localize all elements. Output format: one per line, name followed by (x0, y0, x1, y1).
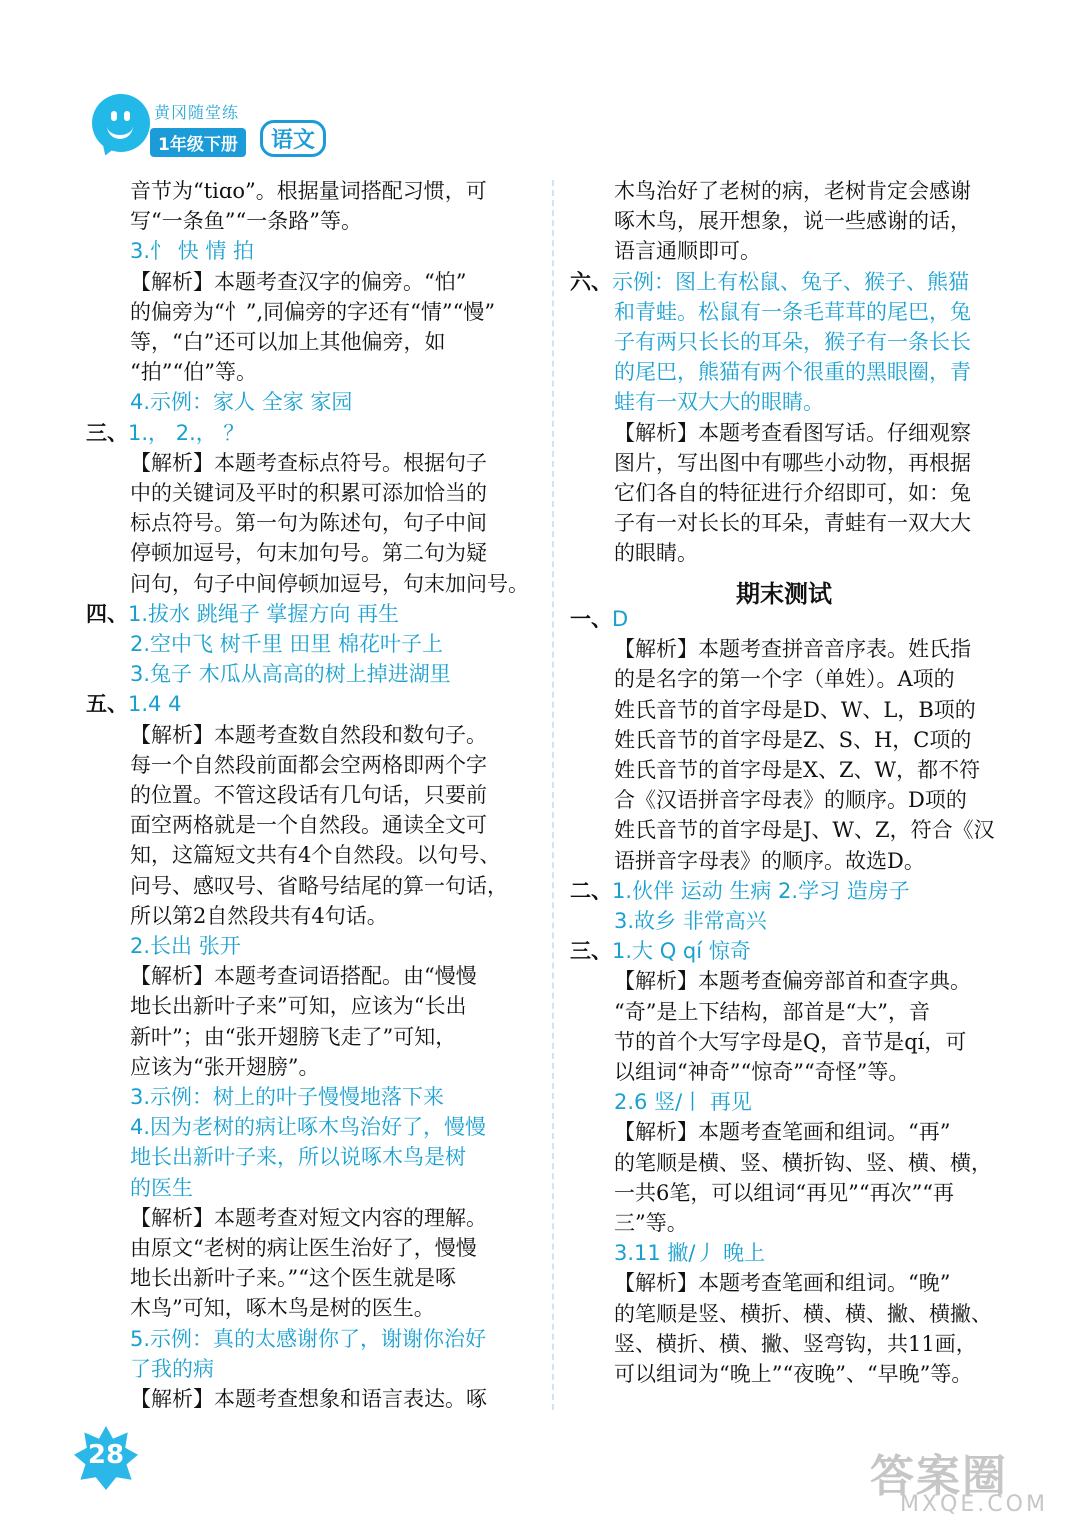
text-line (614, 387, 824, 417)
text-line (614, 725, 971, 755)
text-line (130, 1263, 456, 1293)
explanation-text: 等，“白”还可以加上其他偏旁，如 (130, 330, 446, 354)
explanation-text: 【解析】本题考查汉字的偏旁。“怕” (130, 269, 467, 294)
answer-text: 的尾巴，熊猫有两个很重的黑眼圈，青 (614, 360, 971, 385)
explanation-text: “拍”“伯”等。 (130, 360, 257, 385)
text-line (130, 991, 466, 1021)
explanation-text: 音节为“tiɑo”。根据量词搭配习惯，可 (130, 179, 487, 203)
explanation-text: 语拼音字母表》的顺序。故选D。 (614, 848, 925, 873)
explanation-text: 【解析】本题考查词语搭配。由“慢慢 (130, 964, 477, 989)
explanation-text: 【解析】本题考查标点符号。根据句子 (130, 450, 487, 475)
text-line (614, 478, 971, 508)
explanation-text: 的笔顺是竖、横折、横、横、撇、横撇、 (614, 1301, 992, 1326)
text-line (614, 357, 971, 387)
question-number: 六、 (570, 268, 612, 294)
text-line (614, 634, 971, 664)
explanation-text: “奇”是上下结构，部首是“大”，音 (614, 999, 930, 1024)
answer-text: 子有两只长长的耳朵，猴子有一条长长 (614, 330, 971, 354)
answer-text: D (612, 607, 629, 631)
text-line (130, 236, 254, 266)
answer-text: 3.示例：树上的叶子慢慢地落下来 (130, 1085, 445, 1109)
explanation-text: 【解析】本题考查笔画和组词。“再” (614, 1120, 951, 1145)
text-line (130, 1022, 456, 1052)
text-line (614, 297, 971, 327)
explanation-text: 的是名字的第一个字（单姓）。A项的 (614, 667, 955, 692)
text-line (130, 1384, 487, 1414)
explanation-text: 每一个自然段前面都会空两格即两个字 (130, 752, 487, 777)
grade-label: 1年级下册 (150, 128, 246, 157)
text-line (614, 1329, 977, 1359)
explanation-text: 的眼睛。 (614, 541, 698, 566)
text-line (570, 876, 910, 906)
explanation-text: 知，这篇短文共有4个自然段。以句号、 (130, 843, 501, 868)
explanation-text: 一共6笔，可以组词“再见”“再次”“再 (614, 1180, 955, 1205)
answer-text: 3.兔子 木瓜从高高的树上掉进湖里 (130, 662, 451, 687)
explanation-text: 的偏旁为“忄”,同偏旁的字还有“情”“慢” (130, 299, 496, 324)
text-line (614, 418, 971, 448)
explanation-text: 【解析】本题考查看图写话。仔细观察 (614, 420, 971, 445)
text-line (614, 448, 971, 478)
explanation-text: 的位置。不管这段话有几句话，只要前 (130, 783, 487, 807)
text-line (614, 1087, 752, 1117)
text-line (614, 966, 971, 996)
text-line (130, 961, 477, 991)
text-line (614, 1178, 954, 1208)
text-line (570, 604, 628, 634)
text-line (130, 387, 352, 417)
text-line (614, 906, 767, 936)
answer-text: 1.伙伴 运动 生病 2.学习 造房子 (612, 878, 910, 903)
explanation-text: 【解析】本题考查对短文内容的理解。 (130, 1205, 487, 1230)
text-line (130, 267, 466, 297)
smiley-logo-icon (92, 94, 150, 152)
text-line (130, 538, 487, 568)
text-line (130, 508, 487, 538)
explanation-text: 【解析】本题考查想象和语言表达。啄 (130, 1387, 487, 1411)
question-number: 五、 (86, 691, 128, 717)
text-line (614, 1208, 688, 1238)
text-line (130, 931, 241, 961)
text-line (614, 755, 980, 785)
explanation-text: 可以组词为“晚上”“夜晚”、“早晚”等。 (614, 1362, 973, 1386)
text-line (86, 418, 244, 448)
text-line (130, 1354, 214, 1384)
text-line (614, 1148, 992, 1178)
explanation-text: 面空两格就是一个自然段。通读全文可 (130, 813, 487, 838)
explanation-text: 的笔顺是横、竖、横折钩、竖、横、横， (614, 1150, 992, 1175)
page-number: 28 (87, 1440, 125, 1470)
answer-text: 2.长出 张开 (130, 934, 241, 958)
watermark-main: 答案圈 (870, 1451, 1008, 1502)
text-line (130, 840, 500, 870)
explanation-text: 新叶”；由“张开翅膀飞走了”可知， (130, 1024, 457, 1049)
text-line (614, 538, 698, 568)
subject-label: 语文 (260, 120, 326, 157)
text-line (614, 206, 971, 236)
explanation-text: 子有一对长长的耳朵，青蛙有一双大大 (614, 511, 971, 536)
answer-text: 示例：图上有松鼠、兔子、猴子、熊猫 (612, 269, 969, 294)
text-line (614, 1238, 765, 1268)
text-line (130, 1203, 487, 1233)
text-line (130, 901, 388, 931)
explanation-text: 姓氏音节的首字母是Z、S、H，C项的 (614, 727, 972, 752)
question-number: 三、 (570, 938, 612, 964)
explanation-text: 标点符号。第一句为陈述句，句子中间 (130, 511, 487, 536)
explanation-text: 语言通顺即可。 (614, 239, 761, 264)
text-line (614, 997, 930, 1027)
explanation-text: 节的首个大写字母是Q，音节是qí，可 (614, 1029, 967, 1054)
explanation-text: 地长出新叶子来。”“这个医生就是啄 (130, 1266, 456, 1291)
text-line (130, 659, 451, 689)
explanation-text: 【解析】本题考查偏旁部首和查字典。 (614, 969, 971, 994)
explanation-text: 【解析】本题考查笔画和组词。“晚” (614, 1271, 951, 1296)
explanation-text: 啄木鸟，展开想象，说一些感谢的话， (614, 209, 971, 234)
explanation-text: 木鸟”可知，啄木鸟是树的医生。 (130, 1296, 435, 1321)
answer-text: 地长出新叶子来，所以说啄木鸟是树 (130, 1145, 466, 1170)
answer-text: 1.大 Q qí 惊奇 (612, 939, 751, 964)
answer-text: 了我的病 (130, 1356, 214, 1381)
answer-text: 和青蛙。松鼠有一条毛茸茸的尾巴，兔 (614, 299, 971, 324)
answer-text: 3.11 撇/丿 晚上 (614, 1241, 766, 1266)
answer-text: 1.， 2.， ？ (128, 420, 245, 445)
text-line (130, 1293, 435, 1323)
text-line (86, 689, 181, 719)
text-line (614, 1359, 972, 1389)
text-line (130, 206, 362, 236)
explanation-text: 以组词“神奇”“惊奇”“奇怪”等。 (614, 1060, 910, 1084)
explanation-text: 问号、感叹号、省略号结尾的算一句话， (130, 873, 508, 898)
text-line (614, 1299, 992, 1329)
explanation-text: 三”等。 (614, 1211, 688, 1235)
text-line (130, 297, 495, 327)
page-number-badge (74, 1426, 138, 1490)
answer-text: 5.示例：真的太感谢你了，谢谢你治好 (130, 1326, 487, 1351)
watermark-domain: MXQE.COM (900, 1492, 1048, 1517)
text-line (614, 236, 761, 266)
text-line (570, 267, 969, 297)
text-line (130, 1233, 477, 1263)
answer-text: 4.示例：家人 全家 家园 (130, 390, 353, 415)
answer-text: 1.拔水 跳绳子 掌握方向 再生 (128, 601, 400, 626)
text-line (130, 720, 487, 750)
question-number: 一、 (570, 606, 612, 631)
text-line (130, 629, 443, 659)
text-line (614, 1027, 966, 1057)
book-header (92, 94, 352, 166)
text-line (130, 448, 487, 478)
text-line (86, 599, 399, 629)
text-line (130, 478, 487, 508)
text-line (614, 1057, 909, 1087)
text-line (130, 1082, 444, 1112)
answer-text: 2.空中飞 树千里 田里 棉花叶子上 (130, 632, 444, 656)
explanation-text: 写“一条鱼”“一条路”等。 (130, 209, 362, 234)
question-number: 四、 (86, 600, 128, 626)
answer-text: 3.忄 快 情 拍 (130, 239, 255, 264)
explanation-text: 木鸟治好了老树的病，老树肯定会感谢 (614, 179, 971, 203)
text-line (130, 1142, 466, 1172)
answer-text: 蛙有一双大大的眼睛。 (614, 390, 824, 415)
explanation-text: 应该为“张开翅膀”。 (130, 1054, 320, 1079)
text-line (130, 1324, 486, 1354)
explanation-text: 问句，句子中间停顿加逗号，句末加问号。 (130, 571, 529, 596)
text-line (130, 176, 487, 206)
text-line (614, 846, 925, 876)
explanation-text: 地长出新叶子来”可知，应该为“长出 (130, 994, 467, 1019)
answer-text: 3.故乡 非常高兴 (614, 909, 767, 933)
explanation-text: 姓氏音节的首字母是X、Z、W，都不符 (614, 758, 981, 782)
text-line (130, 357, 257, 387)
text-line (130, 750, 487, 780)
explanation-text: 姓氏音节的首字母是J、W、Z，符合《汉 (614, 818, 995, 843)
watermark (870, 1440, 1060, 1524)
explanation-text: 它们各自的特征进行介绍即可，如：兔 (614, 481, 971, 505)
column-divider (552, 180, 554, 1410)
text-line (614, 176, 971, 206)
answer-text: 4.因为老树的病让啄木鸟治好了，慢慢 (130, 1115, 487, 1140)
answer-text: 2.6 竖/丨 再见 (614, 1090, 752, 1115)
text-line (614, 664, 955, 694)
section-title: 期末测试 (736, 580, 832, 608)
text-line (614, 695, 976, 725)
explanation-text: 所以第2自然段共有4句话。 (130, 903, 388, 928)
explanation-text: 【解析】本题考查拼音音序表。姓氏指 (614, 637, 971, 662)
text-line (614, 327, 971, 357)
text-line (130, 1052, 319, 1082)
series-title: 黄冈随堂练 (154, 103, 240, 122)
answer-text: 1.4 4 (128, 692, 182, 717)
explanation-text: 姓氏音节的首字母是D、W、L，B项的 (614, 697, 976, 722)
text-line (130, 780, 487, 810)
text-line (130, 810, 487, 840)
explanation-text: 合《汉语拼音字母表》的顺序。D项的 (614, 788, 967, 813)
explanation-text: 中的关键词及平时的积累可添加恰当的 (130, 481, 487, 505)
text-line (614, 785, 967, 815)
explanation-text: 停顿加逗号，句末加句号。第二句为疑 (130, 541, 487, 566)
text-line (130, 1173, 193, 1203)
text-line (130, 569, 529, 599)
answer-text: 的医生 (130, 1175, 193, 1200)
text-line (614, 508, 971, 538)
explanation-text: 由原文“老树的病让医生治好了，慢慢 (130, 1236, 477, 1260)
text-line (614, 1117, 950, 1147)
text-line (614, 1268, 950, 1298)
text-line (570, 936, 751, 966)
explanation-text: 竖、横折、横、撇、竖弯钩，共11画， (614, 1331, 977, 1356)
text-line (130, 327, 445, 357)
text-line (130, 871, 508, 901)
explanation-text: 【解析】本题考查数自然段和数句子。 (130, 722, 487, 747)
question-number: 二、 (570, 877, 612, 903)
text-line (130, 1112, 486, 1142)
explanation-text: 图片，写出图中有哪些小动物，再根据 (614, 450, 971, 475)
text-line (614, 815, 995, 845)
question-number: 三、 (86, 419, 128, 445)
